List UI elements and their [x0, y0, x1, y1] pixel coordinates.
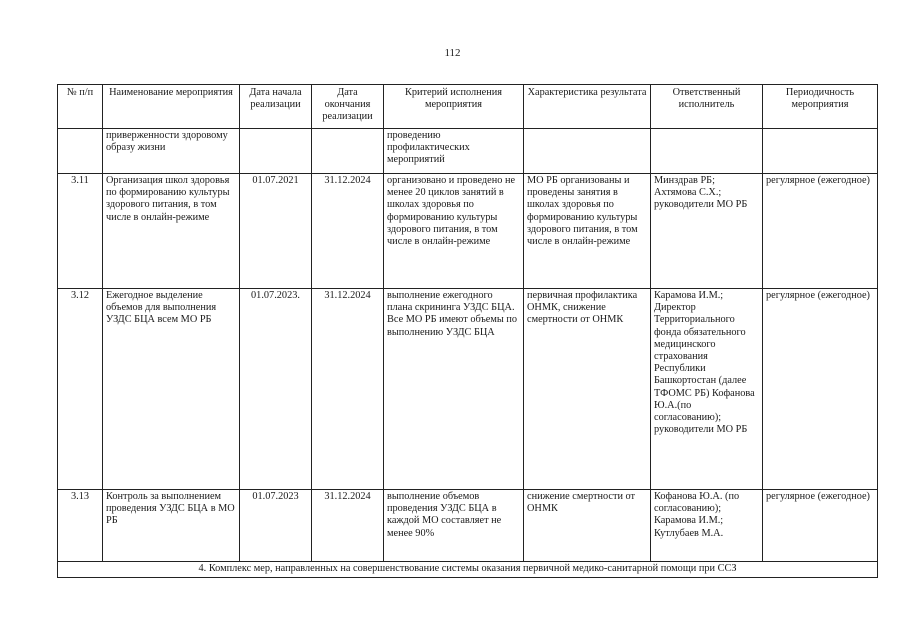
- table-row: [58, 289, 878, 490]
- table-header-row: [58, 85, 878, 129]
- cell-responsible: [651, 129, 763, 174]
- cell-number: [58, 129, 103, 174]
- cell-criterion: проведению профилактических мероприятий: [384, 129, 524, 174]
- cell-name: Организация школ здоровья по формированию культуры здорового питания, в том числе в онлайн-режиме: [103, 174, 240, 289]
- cell-name: приверженности здоровому образу жизни: [103, 129, 240, 174]
- table-row: [58, 490, 878, 562]
- cell-criterion: выполнение объемов проведения УЗДС БЦА в каждой МО составляет не менее 90%: [384, 490, 524, 562]
- cell-number: 3.12: [58, 289, 103, 490]
- page-number: 112: [444, 47, 461, 59]
- cell-number: 3.11: [58, 174, 103, 289]
- cell-start: 01.07.2023: [240, 490, 312, 562]
- cell-responsible: Минздрав РБ; Ахтямова С.Х.; руководители МО РБ: [651, 174, 763, 289]
- cell-name: Ежегодное выделение объемов для выполнения УЗДС БЦА всем МО РБ: [103, 289, 240, 490]
- col-header-criterion: Критерий исполнения мероприятия: [384, 85, 524, 129]
- cell-responsible: Кофанова Ю.А. (по согласованию); Карамова И.М.; Кутлубаев М.А.: [651, 490, 763, 562]
- measures-table: [57, 84, 878, 578]
- cell-end: 31.12.2024: [312, 289, 384, 490]
- col-header-period: Периодичность мероприятия: [763, 85, 878, 129]
- col-header-responsible: Ответственный исполнитель: [651, 85, 763, 129]
- col-header-result: Характеристика результата: [524, 85, 651, 129]
- cell-period: регулярное (ежегодное): [763, 490, 878, 562]
- cell-criterion: выполнение ежегодного плана скрининга УЗДС БЦА. Все МО РБ имеют объемы по выполнению УЗДС БЦА: [384, 289, 524, 490]
- cell-start: [240, 129, 312, 174]
- cell-end: 31.12.2024: [312, 174, 384, 289]
- cell-start: 01.07.2023.: [240, 289, 312, 490]
- cell-end: 31.12.2024: [312, 490, 384, 562]
- cell-period: регулярное (ежегодное): [763, 174, 878, 289]
- cell-end: [312, 129, 384, 174]
- cell-start: 01.07.2021: [240, 174, 312, 289]
- cell-name: Контроль за выполнением проведения УЗДС БЦА в МО РБ: [103, 490, 240, 562]
- table-row: [58, 174, 878, 289]
- cell-criterion: организовано и проведено не менее 20 циклов занятий в школах здоровья по формированию культуры здорового питания, в том числе в онлайн-режиме: [384, 174, 524, 289]
- cell-result: снижение смертности от ОНМК: [524, 490, 651, 562]
- table-row-continuation: [58, 129, 878, 174]
- cell-result: МО РБ организованы и проведены занятия в школах здоровья по формированию культуры здорового питания, в том числе в онлайн-режиме: [524, 174, 651, 289]
- col-header-start: Дата начала реализации: [240, 85, 312, 129]
- section-heading: 4. Комплекс мер, направленных на совершенствование системы оказания первичной медико-санитарной помощи при ССЗ: [58, 562, 878, 578]
- cell-result: [524, 129, 651, 174]
- section-heading-row: [58, 562, 878, 578]
- cell-period: регулярное (ежегодное): [763, 289, 878, 490]
- col-header-name: Наименование мероприятия: [103, 85, 240, 129]
- cell-result: первичная профилактика ОНМК, снижение смертности от ОНМК: [524, 289, 651, 490]
- cell-period: [763, 129, 878, 174]
- col-header-number: № п/п: [58, 85, 103, 129]
- cell-number: 3.13: [58, 490, 103, 562]
- col-header-end: Дата окончания реализации: [312, 85, 384, 129]
- cell-responsible: Карамова И.М.; Директор Территориального фонда обязательного медицинского страхования Республики Башкортостан (далее ТФОМС РБ) Кофанова Ю.А.(по согласованию); руководители МО РБ: [651, 289, 763, 490]
